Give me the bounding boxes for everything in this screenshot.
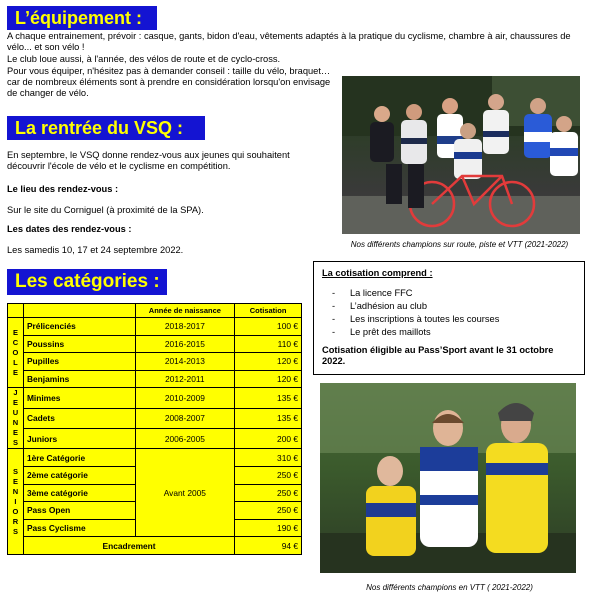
cotisation-box — [313, 261, 585, 375]
category-price: 135 € — [235, 408, 302, 428]
category-price: 310 € — [235, 449, 302, 467]
table-row — [8, 537, 302, 555]
table-row — [8, 388, 302, 408]
table-row — [8, 429, 302, 449]
list-item: - L’adhésion au club — [350, 300, 600, 313]
encadrement-label: Encadrement — [23, 537, 234, 555]
cotisation-title: La cotisation comprend : — [322, 268, 433, 278]
category-price: 135 € — [235, 388, 302, 408]
group-letters-ecole: E C O L E — [12, 327, 19, 377]
category-price: 250 € — [235, 484, 302, 502]
categories-table — [7, 303, 302, 555]
group-label-ecole — [8, 318, 24, 388]
rentree-paragraph: En septembre, le VSQ donne rendez-vous aux jeunes qui souhaitent découvrir l'école de vélo et le cyclisme en compétition. — [7, 150, 290, 171]
category-price: 250 € — [235, 502, 302, 520]
list-item: - Le prêt des maillots — [350, 326, 600, 339]
category-name: 3ème catégorie — [23, 484, 135, 502]
category-name: 1ère Catégorie — [23, 449, 135, 467]
category-name: Pass Open — [23, 502, 135, 520]
category-name: 2ème catégorie — [23, 466, 135, 484]
group-label-jeunes — [8, 388, 24, 449]
rentree-dates-label: Les dates des rendez-vous : — [7, 224, 132, 234]
category-year: 2012-2011 — [135, 370, 235, 388]
category-name: Pupilles — [23, 353, 135, 371]
category-year: 2008-2007 — [135, 408, 235, 428]
section-title-rentree: La rentrée du VSQ : — [7, 116, 205, 140]
photo-caption-1: Nos différents champions sur route, piste et VTT (2021-2022) — [350, 240, 569, 249]
table-row — [8, 335, 302, 353]
photo-caption-2: Nos différents champions en VTT ( 2021-2022) — [366, 583, 533, 592]
category-name: Cadets — [23, 408, 135, 428]
table-row — [8, 318, 302, 336]
encadrement-price: 94 € — [235, 537, 302, 555]
category-price: 250 € — [235, 466, 302, 484]
cotisation-note: Cotisation éligible au Pass’Sport avant le 31 octobre 2022. — [322, 345, 554, 366]
list-item: - La licence FFC — [350, 287, 600, 300]
category-price: 190 € — [235, 519, 302, 537]
category-price: 110 € — [235, 335, 302, 353]
cotisation-list — [314, 287, 600, 339]
category-price: 120 € — [235, 353, 302, 371]
equipement-paragraph-1: A chaque entrainement, prévoir : casque, gants, bidon d'eau, vêtements adaptés à la pratique du cyclisme, chambre à air, chaussures de vélo... et son vélo ! — [7, 31, 571, 52]
category-name: Juniors — [23, 429, 135, 449]
table-row — [8, 353, 302, 371]
category-name: Poussins — [23, 335, 135, 353]
table-row — [8, 449, 302, 467]
rentree-lieu-label: Le lieu des rendez-vous : — [7, 184, 119, 194]
category-price: 100 € — [235, 318, 302, 336]
category-year: 2014-2013 — [135, 353, 235, 371]
equipement-paragraph-2: Le club loue aussi, à l'année, des vélos de route et de cyclo-cross. — [7, 54, 281, 64]
category-year: 2018-2017 — [135, 318, 235, 336]
seniors-year: Avant 2005 — [135, 449, 235, 537]
category-price: 120 € — [235, 370, 302, 388]
category-name: Minimes — [23, 388, 135, 408]
equipement-paragraph-3: Pour vous équiper, n'hésitez pas à demander conseil : taille du vélo, braquet… car de nombreux éléments sont à prendre en considération lorsqu'on envisage de changer de vélo. — [7, 66, 331, 98]
category-name: Pass Cyclisme — [23, 519, 135, 537]
riders-illustration — [342, 76, 580, 234]
photo-champions-road — [342, 76, 580, 234]
header-cost: Cotisation — [235, 304, 302, 318]
table-row — [8, 408, 302, 428]
group-letters-jeunes: J E U N E S — [12, 388, 19, 448]
table-row — [8, 370, 302, 388]
category-year: 2016-2015 — [135, 335, 235, 353]
rentree-lieu-text: Sur le site du Corniguel (à proximité de la SPA). — [7, 205, 204, 215]
category-year: 2006-2005 — [135, 429, 235, 449]
vtt-riders-illustration — [320, 383, 576, 573]
category-price: 200 € — [235, 429, 302, 449]
category-year: 2010-2009 — [135, 388, 235, 408]
header-year: Année de naissance — [135, 304, 235, 318]
photo-champions-vtt — [320, 383, 576, 573]
group-label-seniors — [8, 449, 24, 555]
rentree-dates-text: Les samedis 10, 17 et 24 septembre 2022. — [7, 245, 184, 255]
section-title-categories: Les catégories : — [7, 269, 167, 295]
category-name: Prélicenciés — [23, 318, 135, 336]
section-title-equipement: L’équipement : — [7, 6, 157, 30]
category-name: Benjamins — [23, 370, 135, 388]
group-letters-seniors: S E N I O R S — [12, 466, 19, 536]
list-item: - Les inscriptions à toutes les courses — [350, 313, 600, 326]
